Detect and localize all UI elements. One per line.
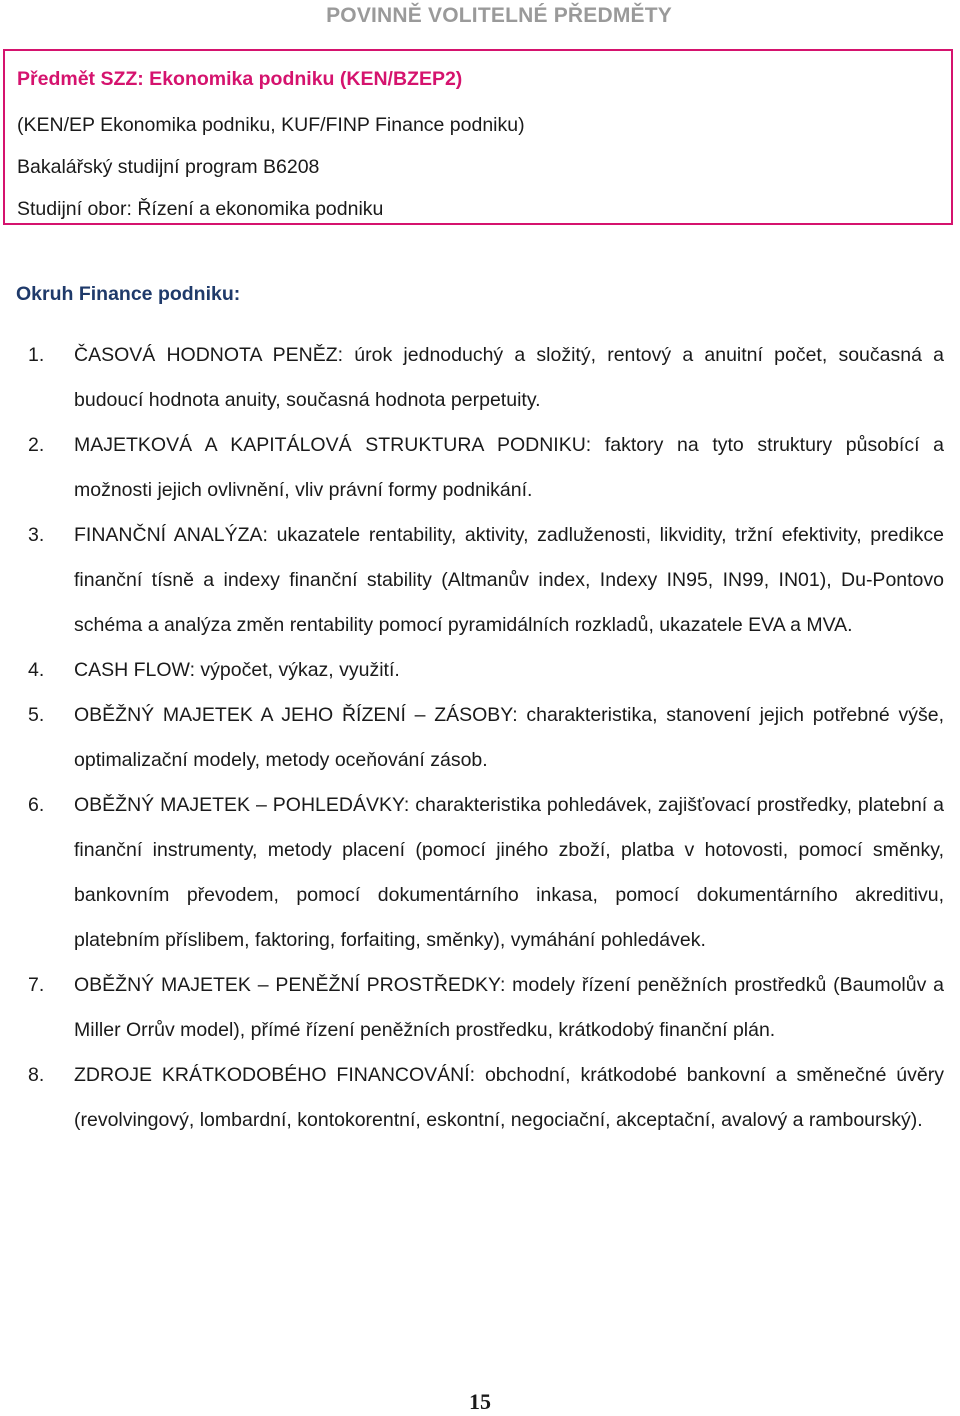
topic-number: 1.: [28, 344, 45, 366]
topic-text: MAJETKOVÁ A KAPITÁLOVÁ STRUKTURA PODNIKU: faktory na tyto struktury působící a možnosti jejich ovlivnění, vliv právní formy podnikání.: [74, 434, 944, 501]
topic-number: 4.: [28, 659, 45, 681]
study-field: Studijní obor: Řízení a ekonomika podniku: [17, 198, 384, 220]
topic-text: OBĚŽNÝ MAJETEK – POHLEDÁVKY: charakteristika pohledávek, zajišťovací prostředky, platební a finanční instrumenty, metody placení (pomocí jiného zboží, platba v hotovosti, pomocí směnky, bankovním převodem, pomocí dokumentárního inkasa, pomocí dokumentárního akreditivu, platebním příslibem, faktoring, forfaiting, směnky), vymáhání pohledávek.: [74, 794, 944, 951]
topic-number: 7.: [28, 974, 45, 996]
topic-text: FINANČNÍ ANALÝZA: ukazatele rentability, aktivity, zadluženosti, likvidity, tržní efektivity, predikce finanční tísně a indexy finanční stability (Altmanův index, Indexy IN95, IN99, IN01), Du-Pontovo schéma a analýza změn rentability pomocí pyramidálních rozkladů, ukazatele EVA a MVA.: [74, 524, 944, 636]
topic-text: ZDROJE KRÁTKODOBÉHO FINANCOVÁNÍ: obchodní, krátkodobé bankovní a směnečné úvěry (revolvingový, lombardní, kontokorentní, eskontní, negociační, akceptační, avalový a rambourský).: [74, 1064, 944, 1131]
topic-number: 3.: [28, 524, 45, 546]
topic-item: [0, 648, 960, 693]
topic-text: OBĚŽNÝ MAJETEK A JEHO ŘÍZENÍ – ZÁSOBY: charakteristika, stanovení jejich potřebné výše, optimalizační modely, metody oceňování zásob.: [74, 704, 944, 771]
subject-info-box: [3, 49, 953, 225]
topic-item: [0, 693, 960, 783]
topic-text: ČASOVÁ HODNOTA PENĚZ: úrok jednoduchý a složitý, rentový a anuitní počet, současná a budoucí hodnota anuity, současná hodnota perpetuity.: [74, 344, 944, 411]
topic-number: 2.: [28, 434, 45, 456]
topic-item: [0, 963, 960, 1053]
topic-number: 5.: [28, 704, 45, 726]
section-title: Okruh Finance podniku:: [16, 283, 241, 305]
topic-text: CASH FLOW: výpočet, výkaz, využití.: [74, 659, 400, 681]
topic-item: [0, 1053, 960, 1143]
topic-number: 6.: [28, 794, 45, 816]
topic-item: [0, 513, 960, 648]
topic-item: [0, 423, 960, 513]
topic-list: [0, 333, 960, 1143]
page-number: 15: [469, 1389, 491, 1414]
topic-item: [0, 783, 960, 963]
page-header-title: POVINNĚ VOLITELNÉ PŘEDMĚTY: [326, 4, 672, 27]
topic-text: OBĚŽNÝ MAJETEK – PENĚŽNÍ PROSTŘEDKY: modely řízení peněžních prostředků (Baumolův a Miller Orrův model), přímé řízení peněžních prostředku, krátkodobý finanční plán.: [74, 974, 944, 1041]
topic-item: [0, 333, 960, 423]
study-program: Bakalářský studijní program B6208: [17, 156, 320, 178]
topic-number: 8.: [28, 1064, 45, 1086]
subject-title: Předmět SZZ: Ekonomika podniku (KEN/BZEP2): [17, 68, 463, 90]
subject-courses: (KEN/EP Ekonomika podniku, KUF/FINP Finance podniku): [17, 114, 525, 136]
